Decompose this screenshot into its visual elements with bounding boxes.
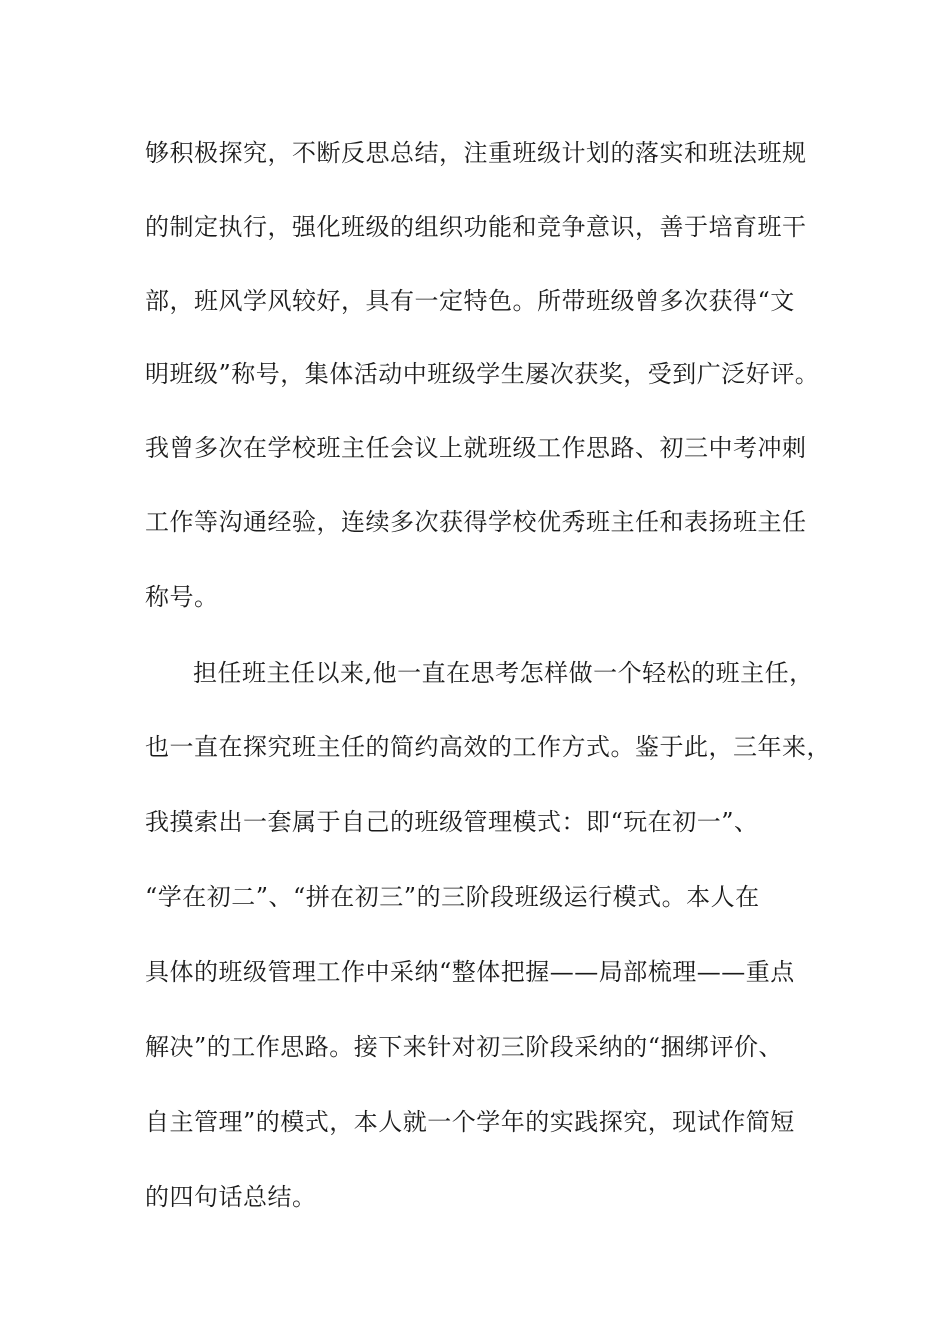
- text-line: 解决”的工作思路。接下来针对初三阶段采纳的“捆绑评价、: [145, 1033, 784, 1061]
- text-line: “学在初二”、“拼在初三”的三阶段班级运行模式。本人在: [145, 883, 760, 911]
- text-line: 我曾多次在学校班主任会议上就班级工作思路、初三中考冲刺: [145, 434, 807, 462]
- text-line: 称号。: [145, 583, 219, 611]
- text-line: 也一直在探究班主任的简约高效的工作方式。鉴于此，三年来，: [145, 733, 831, 761]
- text-line: 工作等沟通经验，连续多次获得学校优秀班主任和表扬班主任: [145, 508, 807, 536]
- text-line: 具体的班级管理工作中采纳“整体把握——局部梳理——重点: [145, 958, 795, 986]
- text-line: 自主管理”的模式，本人就一个学年的实践探究，现试作简短: [145, 1108, 795, 1136]
- text-line: 部，班风学风较好，具有一定特色。所带班级曾多次获得“文: [145, 287, 795, 315]
- text-line: 的四句话总结。: [145, 1183, 317, 1211]
- text-line: 我摸索出一套属于自己的班级管理模式：即“玩在初一”、: [145, 808, 759, 836]
- text-line: 担任班主任以来,他一直在思考怎样做一个轻松的班主任，: [193, 659, 814, 687]
- text-line: 明班级”称号，集体活动中班级学生屡次获奖，受到广泛好评。: [145, 360, 820, 388]
- text-line: 的制定执行，强化班级的组织功能和竞争意识，善于培育班干: [145, 213, 807, 241]
- text-line: 够积极探究，不断反思总结，注重班级计划的落实和班法班规: [145, 139, 807, 167]
